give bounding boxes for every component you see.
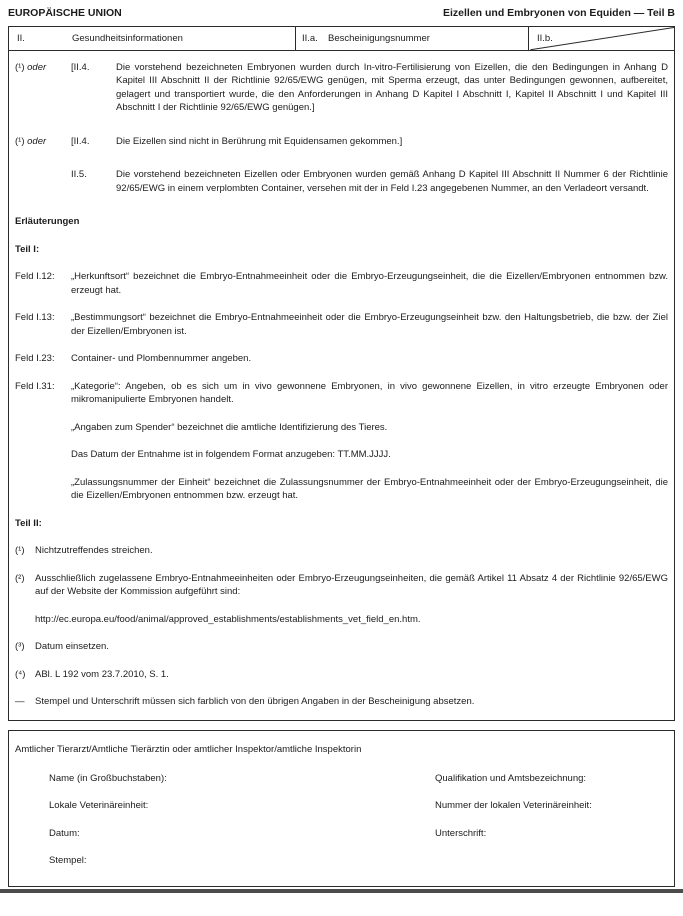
- field-i31-paragraph: „Angaben zum Spender“ bezeichnet die amtliche Identifizierung des Tieres.: [71, 421, 388, 433]
- field-label: Feld I.12:: [15, 271, 55, 283]
- footnote-text: ABl. L 192 vom 23.7.2010, S. 1.: [35, 668, 169, 680]
- certification-item-ii5: [15, 168, 668, 195]
- footnote-1: [15, 544, 668, 557]
- signature-field-label: Unterschrift:: [435, 827, 487, 839]
- doc-title-left: EUROPÄISCHE UNION: [8, 7, 122, 19]
- health-information-box: [8, 50, 675, 722]
- footnote-2: [15, 572, 668, 599]
- field-i31-paragraph: „Zulassungsnummer der Einheit“ bezeichnet die Zulassungsnummer der Embryo-Entnahmeeinheit oder der Embryo-Erzeugungseinheit, die die Eizellen/Embryonen entnommen bzw. erzeugt hat.: [71, 476, 668, 502]
- field-text: „Bestimmungsort“ bezeichnet die Embryo-Entnahmeeinheit oder die Embryo-Erzeugungseinheit bzw. den Haltungsbetrieb, die bzw. der Ziel der Eizellen/Embryonen ist.: [71, 312, 668, 337]
- certification-item-ii4-a: [15, 61, 668, 115]
- note-text: Stempel und Unterschrift müssen sich farblich von den übrigen Angaben in der Bescheinigung absetzen.: [35, 695, 475, 707]
- cell-code: II.a.: [302, 32, 318, 44]
- footnote-text: Datum einsetzen.: [35, 641, 109, 653]
- oder-conjunction: oder: [27, 61, 47, 73]
- date-field-label: Datum:: [49, 827, 80, 839]
- clause-text: Die vorstehend bezeichneten Eizellen oder Embryonen wurden gemäß Anhang D Kapitel III Abschnitt II Nummer 6 der Richtlinie 92/65/EWG in einem verplombten Container, versehen mit der in Feld I.23 angegebenen Nummer, an den Verladeort versandt.: [116, 169, 668, 194]
- part1-heading: Teil I:: [15, 243, 40, 255]
- field-i31: [15, 380, 668, 407]
- clause-code: II.5.: [71, 169, 87, 181]
- commission-website-link[interactable]: http://ec.europa.eu/food/animal/approved_establishments/establishments_vet_field_en.htm.: [35, 613, 421, 625]
- field-label: Feld I.31:: [15, 380, 55, 392]
- official-signature-box: [8, 730, 675, 887]
- footnote-marker: (⁴): [15, 668, 26, 680]
- local-vet-unit-field-label: Lokale Veterinäreinheit:: [49, 800, 149, 812]
- footnote-text: Nichtzutreffendes streichen.: [35, 545, 153, 557]
- clause-text: Die vorstehend bezeichneten Embryonen wurden durch In-vitro-Fertilisierung von Eizellen, die den Bedingungen in Anhang D Kapitel III Abschnitt II der Richtlinie 92/65/EWG genügen, mit Sperma erzeugt, das unter Bedingungen gewonnen, aufbereitet, gelagert und transportiert wurde, die den Anforderungen in Anhang D Kapitel I Abschnitt I, Kapitel II Abschnitt I und Kapitel III Abschnitt I der Richtlinie 92/65/EWG genügen.]: [116, 61, 668, 114]
- field-i12: [15, 270, 668, 297]
- page-bottom-rule: [0, 889, 683, 893]
- document-header: [8, 0, 675, 26]
- footnote-marker: [15, 168, 71, 195]
- footnote-marker: (¹) oder: [15, 135, 47, 147]
- signature-box-title: Amtlicher Tierarzt/Amtliche Tierärztin oder amtlicher Inspektor/amtliche Inspektorin: [15, 744, 362, 756]
- clause-code: [II.4.: [71, 61, 90, 73]
- footnote-3: [15, 640, 668, 653]
- name-field-label: Name (in Großbuchstaben):: [49, 772, 167, 784]
- certification-item-ii4-b: [15, 135, 668, 148]
- oder-conjunction: oder: [27, 135, 47, 147]
- cell-label: Gesundheitsinformationen: [72, 32, 183, 44]
- clause-text: Die Eizellen sind nicht in Berührung mit Equidensamen gekommen.]: [116, 135, 403, 147]
- cell-code: II.b.: [537, 32, 553, 44]
- empty-cell: [435, 854, 668, 867]
- footnote-text: Ausschließlich zugelassene Embryo-Entnahmeeinheiten oder Embryo-Erzeugungseinheiten, die gemäß Artikel 11 Absatz 4 der Richtlinie 92/65/EWG auf der Website der Kommission aufgeführt sind:: [35, 572, 668, 598]
- doc-title-right: Eizellen und Embryonen von Equiden — Teil B: [443, 7, 675, 19]
- clause-code: [II.4.: [71, 135, 90, 147]
- field-i23: [15, 352, 668, 365]
- header-cell-certificate-number: [296, 27, 529, 50]
- qualification-field-label: Qualifikation und Amtsbezeichnung:: [435, 772, 587, 784]
- field-label: Feld I.23:: [15, 353, 55, 365]
- cell-code: II.: [17, 32, 25, 44]
- header-cell-iib: [529, 27, 674, 50]
- dash-marker: —: [15, 695, 25, 707]
- signature-row-stamp: [15, 854, 668, 867]
- header-cell-health-information: [9, 27, 296, 50]
- field-text: „Kategorie“: Angeben, ob es sich um in vivo gewonnene Embryonen, in vivo gewonnene Eizellen, in vitro erzeugte Embryonen oder mikromanipulierte Embryonen handelt.: [71, 380, 668, 406]
- field-text: Container- und Plombennummer angeben.: [71, 353, 252, 365]
- explanations-heading: Erläuterungen: [15, 216, 80, 228]
- signature-row-date: [15, 827, 668, 840]
- footnote-marker: (³): [15, 641, 25, 653]
- section-header-row: [8, 26, 675, 51]
- signature-row-local-unit: [15, 799, 668, 812]
- field-label: Feld I.13:: [15, 312, 55, 324]
- field-i13: [15, 311, 668, 338]
- field-i31-paragraph: Das Datum der Entnahme ist in folgendem Format anzugeben: TT.MM.JJJJ.: [71, 449, 391, 461]
- stamp-field-label: Stempel:: [49, 855, 87, 867]
- local-vet-unit-number-field-label: Nummer der lokalen Veterinäreinheit:: [435, 800, 592, 812]
- footnote-4: [15, 668, 668, 681]
- part2-heading: Teil II:: [15, 517, 42, 529]
- cell-label: Bescheinigungsnummer: [328, 32, 430, 44]
- footnote-marker: (²): [15, 572, 25, 584]
- footnote-2-url-line: [35, 613, 668, 626]
- stamp-signature-note: [15, 695, 668, 708]
- field-text: „Herkunftsort“ bezeichnet die Embryo-Entnahmeeinheit oder die Embryo-Erzeugungseinheit, die die Eizellen/Embryonen entnommen bzw. erzeugt hat.: [71, 271, 668, 296]
- footnote-marker: (¹) oder: [15, 61, 47, 73]
- footnote-marker: (¹): [15, 545, 25, 557]
- signature-row-name: [15, 772, 668, 785]
